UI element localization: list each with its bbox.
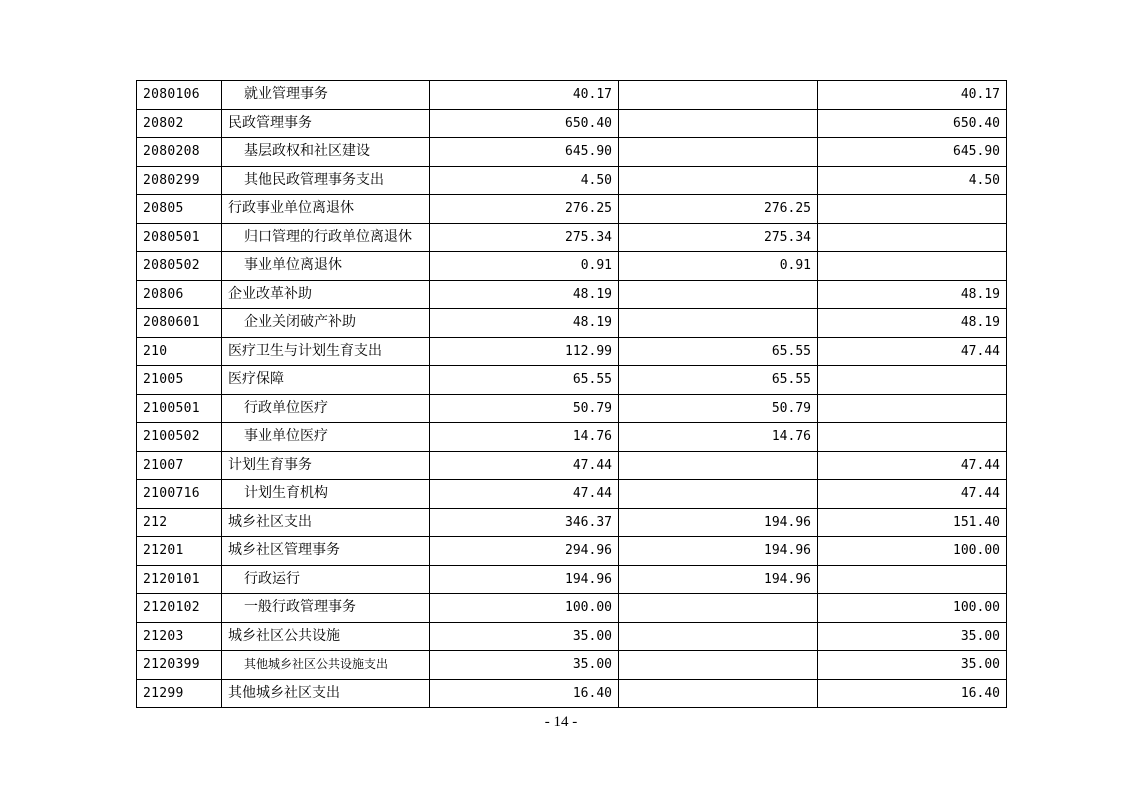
cell-total: 48.19 <box>430 280 619 309</box>
cell-total: 35.00 <box>430 651 619 680</box>
table-row <box>137 508 1007 537</box>
cell-project-expenditure: 645.90 <box>818 138 1007 167</box>
table-row <box>137 565 1007 594</box>
cell-basic-expenditure: 14.76 <box>619 423 818 452</box>
cell-basic-expenditure <box>619 166 818 195</box>
cell-subject-name: 医疗保障 <box>222 366 430 395</box>
cell-subject-name: 企业改革补助 <box>222 280 430 309</box>
cell-basic-expenditure: 50.79 <box>619 394 818 423</box>
cell-project-expenditure: 100.00 <box>818 537 1007 566</box>
table-row <box>137 537 1007 566</box>
cell-code: 21203 <box>137 622 222 651</box>
cell-total: 112.99 <box>430 337 619 366</box>
table-row <box>137 423 1007 452</box>
cell-total: 276.25 <box>430 195 619 224</box>
cell-project-expenditure: 47.44 <box>818 451 1007 480</box>
cell-total: 294.96 <box>430 537 619 566</box>
cell-total: 4.50 <box>430 166 619 195</box>
cell-total: 100.00 <box>430 594 619 623</box>
cell-project-expenditure: 48.19 <box>818 309 1007 338</box>
cell-basic-expenditure: 194.96 <box>619 537 818 566</box>
cell-total: 35.00 <box>430 622 619 651</box>
cell-project-expenditure: 650.40 <box>818 109 1007 138</box>
cell-project-expenditure <box>818 423 1007 452</box>
cell-basic-expenditure: 276.25 <box>619 195 818 224</box>
cell-basic-expenditure <box>619 81 818 110</box>
cell-basic-expenditure <box>619 280 818 309</box>
table-row <box>137 166 1007 195</box>
cell-basic-expenditure <box>619 594 818 623</box>
cell-subject-name: 归口管理的行政单位离退休 <box>222 223 430 252</box>
cell-total: 40.17 <box>430 81 619 110</box>
table-row <box>137 394 1007 423</box>
table-body <box>137 81 1007 708</box>
cell-project-expenditure: 16.40 <box>818 679 1007 708</box>
cell-total: 14.76 <box>430 423 619 452</box>
cell-basic-expenditure: 194.96 <box>619 565 818 594</box>
table-row <box>137 366 1007 395</box>
cell-subject-name: 基层政权和社区建设 <box>222 138 430 167</box>
cell-basic-expenditure: 275.34 <box>619 223 818 252</box>
cell-project-expenditure: 151.40 <box>818 508 1007 537</box>
cell-code: 2120102 <box>137 594 222 623</box>
cell-basic-expenditure <box>619 451 818 480</box>
cell-code: 20806 <box>137 280 222 309</box>
cell-project-expenditure: 100.00 <box>818 594 1007 623</box>
cell-code: 210 <box>137 337 222 366</box>
cell-project-expenditure <box>818 223 1007 252</box>
expenditure-table-container <box>136 80 1006 708</box>
cell-subject-name: 事业单位医疗 <box>222 423 430 452</box>
cell-code: 2100502 <box>137 423 222 452</box>
cell-project-expenditure <box>818 394 1007 423</box>
cell-total: 650.40 <box>430 109 619 138</box>
table-row <box>137 223 1007 252</box>
cell-subject-name: 就业管理事务 <box>222 81 430 110</box>
cell-code: 2120101 <box>137 565 222 594</box>
cell-code: 212 <box>137 508 222 537</box>
cell-subject-name: 其他城乡社区支出 <box>222 679 430 708</box>
cell-project-expenditure <box>818 252 1007 281</box>
table-row <box>137 138 1007 167</box>
cell-code: 21299 <box>137 679 222 708</box>
cell-code: 2080106 <box>137 81 222 110</box>
table-row <box>137 622 1007 651</box>
expenditure-table <box>136 80 1007 708</box>
cell-total: 48.19 <box>430 309 619 338</box>
table-row <box>137 451 1007 480</box>
table-row <box>137 594 1007 623</box>
page-number: - 14 - <box>544 714 578 730</box>
cell-subject-name: 企业关闭破产补助 <box>222 309 430 338</box>
cell-basic-expenditure <box>619 679 818 708</box>
cell-code: 2100716 <box>137 480 222 509</box>
cell-basic-expenditure <box>619 622 818 651</box>
cell-code: 2080208 <box>137 138 222 167</box>
cell-subject-name: 民政管理事务 <box>222 109 430 138</box>
cell-total: 50.79 <box>430 394 619 423</box>
cell-basic-expenditure <box>619 138 818 167</box>
cell-subject-name: 行政运行 <box>222 565 430 594</box>
cell-code: 2080601 <box>137 309 222 338</box>
cell-total: 0.91 <box>430 252 619 281</box>
cell-total: 194.96 <box>430 565 619 594</box>
cell-project-expenditure <box>818 366 1007 395</box>
cell-code: 20802 <box>137 109 222 138</box>
cell-subject-name: 其他城乡社区公共设施支出 <box>222 651 430 680</box>
cell-code: 2080299 <box>137 166 222 195</box>
cell-basic-expenditure <box>619 109 818 138</box>
table-row <box>137 280 1007 309</box>
cell-code: 2120399 <box>137 651 222 680</box>
cell-code: 20805 <box>137 195 222 224</box>
cell-code: 2080501 <box>137 223 222 252</box>
cell-subject-name: 计划生育机构 <box>222 480 430 509</box>
cell-subject-name: 行政单位医疗 <box>222 394 430 423</box>
cell-project-expenditure <box>818 565 1007 594</box>
cell-basic-expenditure: 194.96 <box>619 508 818 537</box>
table-row <box>137 337 1007 366</box>
cell-basic-expenditure: 65.55 <box>619 366 818 395</box>
cell-code: 2080502 <box>137 252 222 281</box>
cell-project-expenditure: 47.44 <box>818 337 1007 366</box>
cell-code: 21007 <box>137 451 222 480</box>
table-row <box>137 309 1007 338</box>
cell-subject-name: 城乡社区公共设施 <box>222 622 430 651</box>
cell-total: 65.55 <box>430 366 619 395</box>
cell-basic-expenditure <box>619 309 818 338</box>
cell-code: 21005 <box>137 366 222 395</box>
table-row <box>137 679 1007 708</box>
table-row <box>137 252 1007 281</box>
cell-subject-name: 城乡社区支出 <box>222 508 430 537</box>
cell-total: 346.37 <box>430 508 619 537</box>
cell-total: 47.44 <box>430 480 619 509</box>
cell-project-expenditure <box>818 195 1007 224</box>
cell-subject-name: 行政事业单位离退休 <box>222 195 430 224</box>
cell-total: 47.44 <box>430 451 619 480</box>
cell-subject-name: 医疗卫生与计划生育支出 <box>222 337 430 366</box>
cell-subject-name: 一般行政管理事务 <box>222 594 430 623</box>
cell-subject-name: 城乡社区管理事务 <box>222 537 430 566</box>
cell-total: 275.34 <box>430 223 619 252</box>
cell-code: 21201 <box>137 537 222 566</box>
cell-code: 2100501 <box>137 394 222 423</box>
cell-project-expenditure: 40.17 <box>818 81 1007 110</box>
table-row <box>137 195 1007 224</box>
cell-basic-expenditure <box>619 651 818 680</box>
table-row <box>137 651 1007 680</box>
cell-subject-name: 其他民政管理事务支出 <box>222 166 430 195</box>
table-row <box>137 480 1007 509</box>
cell-total: 16.40 <box>430 679 619 708</box>
cell-project-expenditure: 4.50 <box>818 166 1007 195</box>
cell-project-expenditure: 35.00 <box>818 622 1007 651</box>
cell-basic-expenditure: 0.91 <box>619 252 818 281</box>
table-row <box>137 81 1007 110</box>
cell-project-expenditure: 47.44 <box>818 480 1007 509</box>
cell-total: 645.90 <box>430 138 619 167</box>
table-row <box>137 109 1007 138</box>
cell-project-expenditure: 35.00 <box>818 651 1007 680</box>
cell-subject-name: 事业单位离退休 <box>222 252 430 281</box>
cell-subject-name: 计划生育事务 <box>222 451 430 480</box>
cell-basic-expenditure: 65.55 <box>619 337 818 366</box>
cell-basic-expenditure <box>619 480 818 509</box>
cell-project-expenditure: 48.19 <box>818 280 1007 309</box>
